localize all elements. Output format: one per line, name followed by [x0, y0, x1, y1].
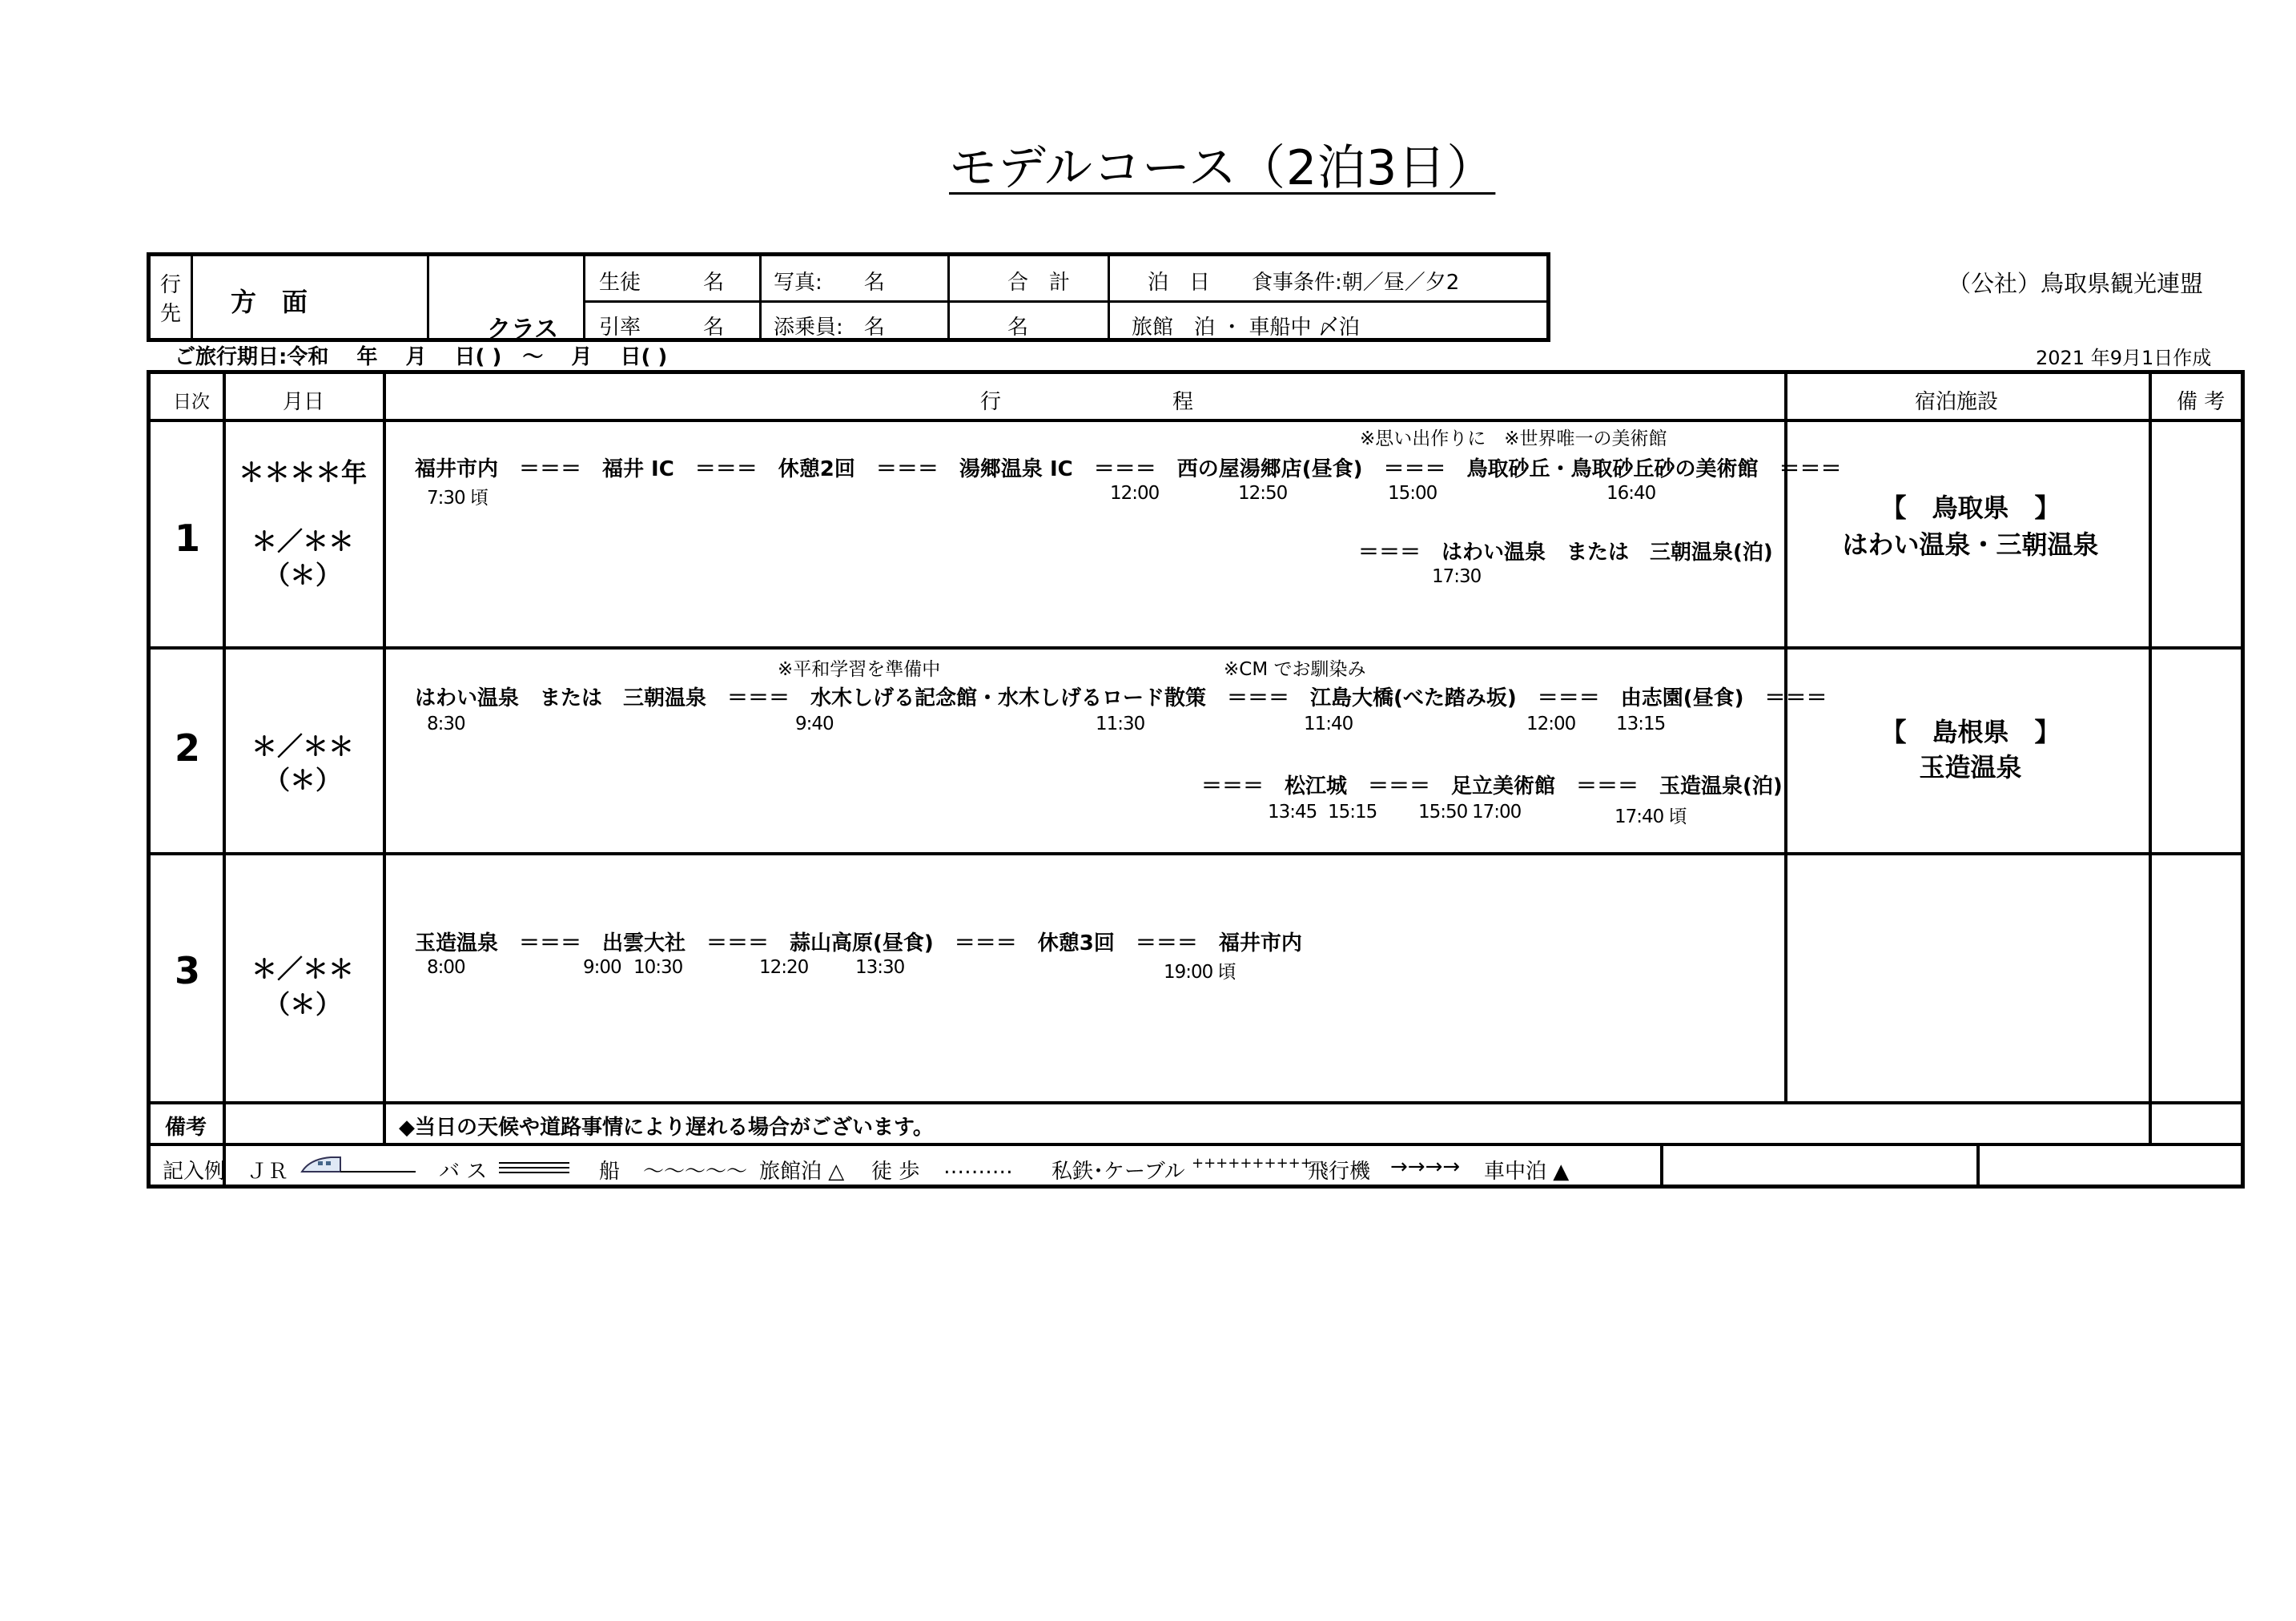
direction-label: 方 面 — [231, 287, 308, 317]
day-weekday: （＊） — [263, 765, 341, 795]
route-time: 13:15 — [1616, 714, 1666, 734]
day-date-year: ＊＊＊＊年 — [238, 457, 367, 488]
route-time: 12:20 — [759, 957, 809, 978]
route-time: 17:00 — [1472, 802, 1522, 823]
teacher-count-label: 引率 名 — [599, 316, 725, 340]
legend-walk: 徒 歩 — [871, 1160, 920, 1184]
col-notes-header: 備 考 — [2177, 390, 2226, 414]
total-count-label: 名 — [1007, 316, 1029, 340]
legend-bus: バ ス — [439, 1160, 488, 1184]
route-time: 10:30 — [633, 957, 683, 978]
col-lodging-header: 宿泊施設 — [1915, 390, 1999, 414]
day-weekday: （＊） — [263, 989, 341, 1020]
route-time: 7:30 頃 — [427, 488, 488, 509]
created-date: 2021 年9月1日作成 — [2036, 347, 2212, 369]
day-weekday: （＊） — [263, 560, 341, 590]
route-time: 11:40 — [1304, 714, 1353, 734]
col-day-header: 日次 — [173, 392, 210, 412]
route-time: 13:45 — [1268, 802, 1317, 823]
student-count-label: 生徒 名 — [599, 271, 725, 295]
day-number: 3 — [175, 949, 201, 992]
day-number: 1 — [175, 517, 201, 560]
train-icon — [299, 1151, 419, 1185]
day-date: ＊／＊＊ — [251, 731, 354, 762]
header-form — [147, 252, 1550, 342]
route-line: ＝＝＝ はわい温泉 または 三朝温泉(泊) — [1358, 541, 1773, 565]
route-time: 12:00 — [1526, 714, 1576, 734]
route-time: 9:00 — [583, 957, 621, 978]
legend-jr: ＪＲ — [247, 1160, 289, 1184]
legend-label: 記入例 — [163, 1160, 226, 1184]
day-note: ※CM でお馴染み — [1224, 659, 1366, 680]
day-date: ＊／＊＊ — [251, 954, 354, 984]
col-itinerary-header-2: 程 — [1172, 390, 1194, 414]
route-time: 16:40 — [1606, 483, 1656, 504]
route-time: 17:40 頃 — [1614, 806, 1687, 827]
route-time: 15:50 — [1418, 802, 1468, 823]
legend-ship: 船 — [599, 1160, 621, 1184]
legend-plane: 飛行機 — [1308, 1160, 1371, 1184]
day-note: ※思い出作りに ※世界唯一の美術館 — [1360, 428, 1667, 449]
lodging-prefecture: 【 鳥取県 】 — [1880, 493, 2061, 523]
route-line: はわい温泉 または 三朝温泉 ＝＝＝ 水木しげる記念館・水木しげるロード散策 ＝＝＝ 江島大橋(べた踏み坂) ＝＝＝ 由志園(昼食) ＝＝＝ — [415, 686, 1828, 710]
lodging-name: はわい温泉・三朝温泉 — [1842, 529, 2099, 560]
route-time: 15:00 — [1388, 483, 1438, 504]
route-time: 17:30 — [1432, 566, 1482, 587]
nights-meals-label: 泊 日 食事条件:朝／昼／夕2 — [1148, 271, 1460, 295]
photo-label: 写真: 名 — [774, 271, 885, 295]
day-note: ※平和学習を準備中 — [778, 659, 941, 680]
col-itinerary-header-1: 行 — [980, 390, 1002, 414]
route-time: 13:30 — [855, 957, 905, 978]
escort-label: 添乗員: 名 — [774, 316, 885, 340]
remarks-label: 備考 — [165, 1116, 207, 1140]
legend-ship-symbol: ～～～～～ — [643, 1160, 748, 1184]
legend-plane-symbol: →→→→ — [1390, 1155, 1461, 1179]
route-line: 玉造温泉 ＝＝＝ 出雲大社 ＝＝＝ 蒜山高原(昼食) ＝＝＝ 休憩3回 ＝＝＝ 福井市内 — [415, 931, 1302, 955]
lodging-prefecture: 【 島根県 】 — [1880, 717, 2061, 747]
route-line: 福井市内 ＝＝＝ 福井 IC ＝＝＝ 休憩2回 ＝＝＝ 湯郷温泉 IC ＝＝＝ 西の屋湯郷店(昼食) ＝＝＝ 鳥取砂丘・鳥取砂丘砂の美術館 ＝＝＝ — [415, 457, 1842, 481]
lodging-name: 玉造温泉 — [1919, 752, 2022, 782]
total-label: 合 計 — [1007, 271, 1071, 295]
route-time: 11:30 — [1096, 714, 1145, 734]
route-time: 12:00 — [1110, 483, 1160, 504]
legend-car-stay: 車中泊 ▲ — [1484, 1160, 1570, 1184]
destination-label: 行先 — [160, 273, 182, 326]
route-time: 8:30 — [427, 714, 465, 734]
route-time: 12:50 — [1238, 483, 1288, 504]
col-date-header: 月日 — [283, 390, 325, 414]
travel-period: ご旅行期日:令和 年 月 日( ) ～ 月 日( ) — [175, 345, 668, 369]
legend-inn: 旅館泊 △ — [759, 1160, 845, 1184]
legend-private-rail-symbol: ++++++++++ — [1192, 1155, 1313, 1172]
route-time: 9:40 — [795, 714, 834, 734]
lodging-type-label: 旅館 泊 ・ 車船中 〆泊 — [1132, 316, 1360, 340]
organization-name: （公社）鳥取県観光連盟 — [1948, 270, 2204, 297]
route-line: ＝＝＝ 松江城 ＝＝＝ 足立美術館 ＝＝＝ 玉造温泉(泊) — [1201, 774, 1783, 798]
day-date: ＊／＊＊ — [251, 526, 354, 557]
legend-walk-symbol: ‥‥‥‥‥ — [943, 1155, 1013, 1179]
bus-line-icon — [499, 1157, 571, 1181]
itinerary-table — [147, 370, 2245, 1189]
day-number: 2 — [175, 726, 201, 770]
class-label: クラス — [487, 316, 559, 344]
remarks-text: ◆当日の天候や道路事情により遅れる場合がございます。 — [399, 1116, 934, 1140]
route-time: 8:00 — [427, 957, 465, 978]
page-title: モデルコース（2泊3日） — [949, 140, 1496, 196]
legend-private-rail: 私鉄･ケーブル — [1051, 1160, 1185, 1184]
route-time: 15:15 — [1328, 802, 1377, 823]
route-time: 19:00 頃 — [1164, 962, 1236, 983]
